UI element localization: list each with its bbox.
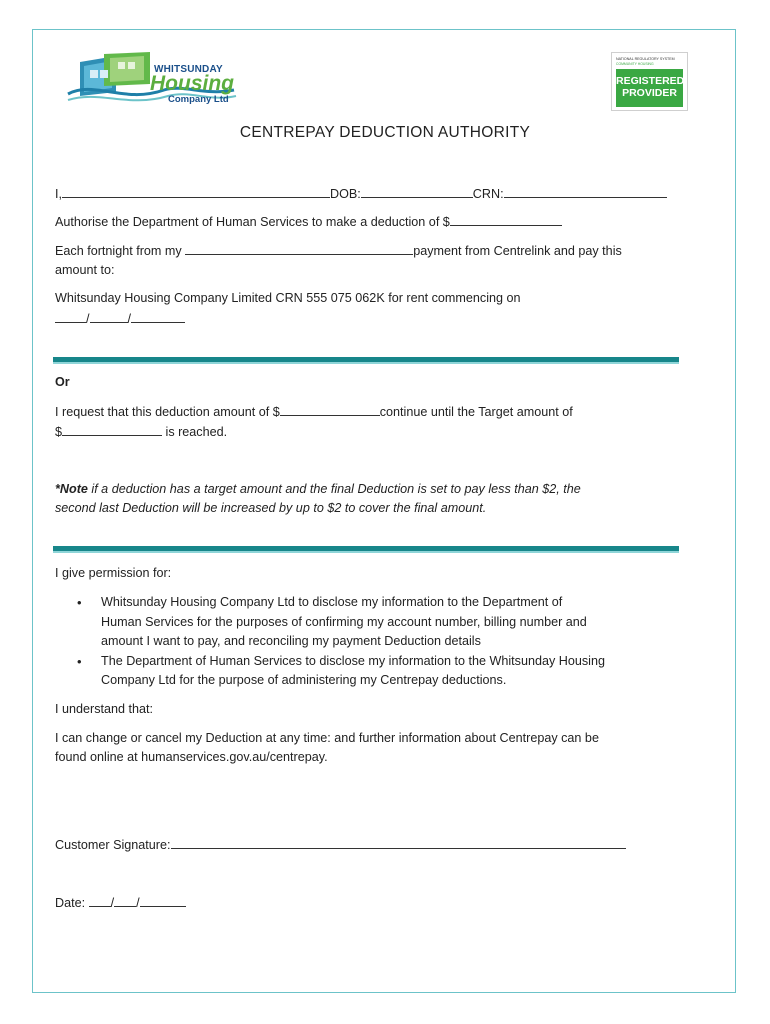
signature-label: Customer Signature: (55, 838, 171, 852)
request-prefix: I request that this deduction amount of $ (55, 405, 280, 419)
list-item (77, 652, 677, 691)
badge-line-provider: PROVIDER (622, 87, 677, 99)
target-reached: is reached. (165, 425, 228, 439)
permission-line: Company Ltd for the purpose of administering my Centrepay deductions. (101, 673, 507, 687)
section-divider (53, 357, 679, 364)
commencing-date-row (55, 309, 185, 330)
payment-type-field[interactable] (185, 241, 413, 255)
commencing-month-field[interactable] (90, 309, 128, 323)
commencing-day-field[interactable] (55, 309, 86, 323)
section-divider (53, 546, 679, 553)
signature-field[interactable] (171, 835, 626, 849)
permission-line: • The Department of Human Services to disclose my information to the Whitsunday Housing (101, 653, 605, 668)
date-year-field[interactable] (140, 893, 186, 907)
permission-line: Human Services for the purposes of confirming my account number, billing number and (101, 614, 587, 629)
authorise-row (55, 212, 562, 233)
logo-text-whitsunday: WHITSUNDAY (154, 64, 223, 75)
crn-label: CRN: (472, 187, 504, 201)
note-text (55, 480, 581, 500)
date-day-field[interactable] (89, 893, 111, 907)
name-field[interactable] (62, 184, 330, 198)
signature-row (55, 835, 626, 856)
note-body: if a deduction has a target amount and the final Deduction is set to pay less than $2, the (87, 482, 581, 496)
request-suffix: continue until the Target amount of (379, 405, 573, 419)
dob-field[interactable] (361, 184, 473, 198)
badge-line-registered: REGISTERED (616, 75, 685, 87)
dob-label: DOB: (330, 187, 361, 201)
date-row (55, 893, 186, 914)
request-amount-field[interactable] (280, 402, 380, 416)
target-dollar: $ (55, 425, 63, 439)
fortnight-line-2: amount to: (55, 263, 115, 277)
commencing-year-field[interactable] (131, 309, 185, 323)
fortnight-prefix: Each fortnight from my (55, 244, 182, 258)
understand-line-2: found online at humanservices.gov.au/centrepay. (55, 750, 328, 764)
badge-green-block (616, 69, 683, 107)
or-label: Or (55, 375, 70, 389)
understand-line-1: I can change or cancel my Deduction at any time: and further information about Centrepay can be (55, 731, 599, 745)
note-line-2: second last Deduction will be increased by up to $2 to cover the final amount. (55, 501, 487, 515)
identity-row (55, 184, 667, 205)
i-label: I, (55, 187, 62, 201)
note-label: *Note (55, 482, 88, 496)
request-row (55, 402, 573, 423)
badge-small-text-2: COMMUNITY HOUSING (616, 62, 654, 66)
logo-text-company: Company Ltd (168, 94, 229, 105)
permission-list (77, 593, 677, 691)
registered-provider-badge (611, 52, 688, 111)
understand-heading: I understand that: (55, 702, 154, 716)
authorise-text: Authorise the Department of Human Services to make a deduction of $ (55, 215, 450, 229)
permission-line: amount I want to pay, and reconciling my payment Deduction details (101, 634, 481, 648)
badge-small-text: NATIONAL REGULATORY SYSTEM (616, 57, 675, 61)
date-slash: / (127, 312, 131, 326)
date-month-field[interactable] (114, 893, 136, 907)
date-slash: / (136, 896, 140, 910)
commencing-text: Whitsunday Housing Company Limited CRN 555 075 062K for rent commencing on (55, 291, 521, 305)
date-slash: / (110, 896, 115, 910)
page-title: CENTREPAY DEDUCTION AUTHORITY (239, 124, 531, 141)
fortnight-suffix: payment from Centrelink and pay this (413, 244, 622, 258)
list-item (77, 593, 677, 652)
permission-heading: I give permission for: (55, 566, 172, 580)
crn-field[interactable] (504, 184, 667, 198)
fortnight-row (55, 241, 622, 262)
date-slash: / (86, 312, 90, 326)
permission-line: • Whitsunday Housing Company Ltd to disclose my information to the Department of (101, 595, 563, 609)
company-logo (64, 50, 244, 110)
target-row (55, 422, 227, 443)
logo-text-housing: Housing (150, 72, 234, 95)
deduction-amount-field[interactable] (450, 212, 562, 226)
target-amount-field[interactable] (62, 422, 162, 436)
date-label: Date: (55, 896, 86, 910)
